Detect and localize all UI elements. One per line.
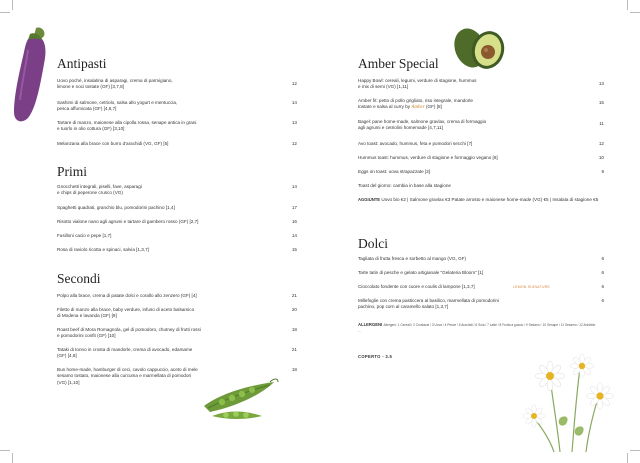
menu-item: Amber fit: petto di pollo grigliato, riso integrale, mandorle tostate e salsa al curry by Amber (GF) [8] [358,98,473,111]
price: 17 [291,205,297,210]
menu-item: Risotto vialone nano agli agrumi e tartare di gambero rosso (GF) [2,7] [57,219,199,224]
menu-item: Tataki di tonno in crosta di mandorle, crema di avocado, edamame (GF) [4,8] [57,347,193,359]
menu-item: Spaghetti quadrati, granchio blu, pomodorini pachino [1,4] [57,205,175,210]
price: 6 [601,298,604,303]
menu-item: Tarte tatin di pesche e gelato artigianale "Gelateria Bloom" [1] [358,270,484,275]
coperto-label: COPERTO - 3.5 [358,354,393,359]
price: 21 [291,347,297,352]
aggiunte-block: AGGIUNTE Uovo bio €2 | Salmone gravlax €3 Patate arrosto e maionese home-made (VG) €5 | Insalata di stagione €5 [358,197,599,202]
right-page [320,0,640,463]
menu-item: Happy Bowl: cereali, legumi, verdure di stagione, hummus e mix di semi (VG) [1,11] [358,78,477,90]
allergeni-title: ALLERGENI [358,322,383,327]
crop-mark [0,12,10,13]
secondi-title: Secondi [57,271,101,286]
menu-item: Uovo poché, insalatina di asparagi, crema di parmigiano, limone e noci tostate (GF) [3,7,8] [57,78,173,90]
price: 14 [291,184,297,189]
aggiunte-title: AGGIUNTE [358,197,381,202]
menu-item: Avo toast: avocado, hummus, feta e pomodori secchi [7] [358,141,473,146]
price: 14 [291,233,297,238]
price: 18 [291,327,297,332]
price: 18 [291,367,297,372]
menu-item: Cioccolato fondente con cuore e coulis di lampone [1,3,7] [358,284,475,289]
price: 20 [291,307,297,312]
crop-mark [0,450,10,451]
allergeni-block: ALLERGENI Allergeni: 1 Cereali / 2 Crostacei / 3 Uova / 4 Pesce / 5 Arachidi / 6 Soia / 7 Latte / 8 Frutta a guscio / 9 Sedano / 10 Senape / 11 Sesamo / 12 Anidride ... [358,322,596,334]
dolci-title: Dolci [358,236,388,251]
eggplant-illustration [6,24,52,124]
menu-item: Melanzana alla brace con burro d'arachidi (VG, GF) [5] [57,141,169,146]
price: 21 [291,293,297,298]
price: 12 [598,141,604,146]
price: 6 [601,284,604,289]
avocado-illustration [450,24,510,70]
signature-tag: LEMON SIGNATURE [513,285,551,289]
antipasti-title: Antipasti [57,56,107,71]
crop-mark [12,0,13,10]
crop-mark [627,453,628,463]
price: 13 [598,81,604,86]
menu-item: Hummus toast: hummus, verdure di stagione e formaggio vegano [8] [358,155,498,160]
price: 9 [601,169,604,174]
crop-mark [627,0,628,10]
crop-mark [630,450,640,451]
price: 12 [291,81,297,86]
primi-title: Primi [57,164,88,179]
menu-item: Rosa di raviolo ricotta e spinaci, salvia [1,3,7] [57,247,149,252]
price: 10 [598,155,604,160]
menu-item: Roast beef di Mora Romagnola, gel di pomodoro, chutney di frutti rossi e pomodorini confit (GF) [10] [57,327,201,339]
peas-illustration [200,376,280,420]
crop-mark [12,453,13,463]
menu-item: Gnocchetti integrali, piselli, fave, asparagi e chips di peperone crusco (VG) [57,184,142,196]
price: 12 [291,141,297,146]
price: 6 [601,256,604,261]
price: 11 [599,121,604,126]
price: 14 [291,100,297,105]
price: 6 [601,270,604,275]
menu-item: Polpo alla brace, crema di patate dolci e corallo allo zenzero (GF) [4] [57,293,197,298]
crop-mark [630,12,640,13]
menu-item: Bagel: pane home-made, salmone gravlax, crema di formaggio agli agrumi e cetriolini homemade [4,7,11] [358,119,487,131]
menu-item: Tartare di manzo, maionese alla cipolla rossa, senape antica in grani e tuorlo in olio cottura (GF) [3,10] [57,120,197,132]
menu-item: Filetto di manzo alla brace, baby verdure, infuso di aceto balsamico di Modena e lavanda (GF) [9] [57,307,195,319]
menu-item: Eggs on toast: uova strapazzate [3] [358,169,431,174]
menu-item: Toast del giorno: cambia in base alla stagione [358,183,451,188]
menu-item: Fusilloni cacio e pepe [1,7] [57,233,112,238]
amber-brand-mark: Amber [411,105,425,111]
menu-item: Millefoglie con crema pasticcera al basilico, marmellata di pomodorini pachino, pop corn al caramello salato [1,3,7] [358,298,499,310]
price: 13 [291,120,297,125]
daisy-illustration [520,348,620,452]
price: 16 [291,219,297,224]
menu-item: Tagliata di frutta fresca e sorbetto al mango (VG, GF) [358,256,466,261]
menu-item: Sashimi di salmone, cetriolo, salsa allo yogurt e mentuccia, pesca affumicata (GF) [4,6,7] [57,100,178,112]
price: 15 [598,100,604,105]
menu-item: Bun home-made, hamburger di ceci, cavolo cappuccio, aceto di mele sesamo tostato, maionese alla curcuma e marmellata di pomodori (VG) [1,10] [57,367,198,385]
price: 15 [291,247,297,252]
amber-special-title: Amber Special [358,56,439,71]
